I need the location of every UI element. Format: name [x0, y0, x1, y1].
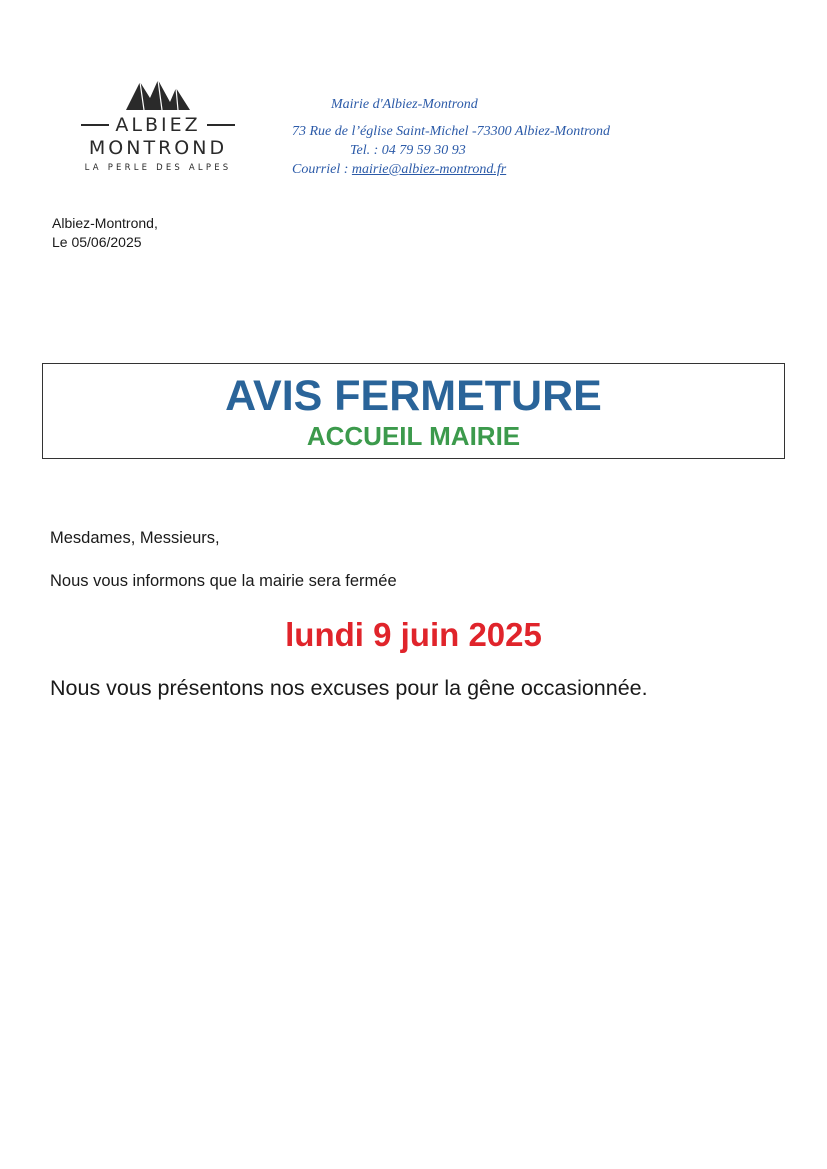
mairie-phone: Tel. : 04 79 59 30 93	[350, 143, 466, 158]
info-text: Nous vous informons que la mairie sera fermée	[50, 572, 397, 590]
notice-title: AVIS FERMETURE	[225, 372, 602, 420]
commune-logo	[60, 78, 256, 173]
apology-text: Nous vous présentons nos excuses pour la gêne occasionnée.	[50, 676, 648, 700]
date: Le 05/06/2025	[52, 234, 142, 250]
logo-tagline: LA PERLE DES ALPES	[84, 163, 232, 173]
mairie-address: 73 Rue de l’église Saint-Michel -73300 Albiez-Montrond	[292, 124, 611, 139]
notice-subtitle: ACCUEIL MAIRIE	[306, 421, 521, 451]
notice-box	[42, 363, 785, 459]
logo-name-line1	[60, 114, 256, 136]
place: Albiez-Montrond,	[52, 215, 158, 231]
logo-name-top: ALBIEZ	[115, 114, 201, 136]
email-label: Courriel :	[292, 162, 352, 177]
logo-dash-right	[207, 124, 235, 126]
logo-name-bottom: MONTROND	[88, 137, 228, 159]
logo-dash-left	[81, 124, 109, 126]
greeting: Mesdames, Messieurs,	[50, 529, 220, 547]
mountain-logo-icon	[126, 78, 190, 110]
mairie-name: Mairie d'Albiez-Montrond	[331, 97, 478, 112]
email-link[interactable]: mairie@albiez-montrond.fr	[351, 162, 507, 177]
closure-date: lundi 9 juin 2025	[285, 616, 542, 653]
place-date	[52, 214, 158, 252]
mairie-email-line	[292, 162, 506, 178]
